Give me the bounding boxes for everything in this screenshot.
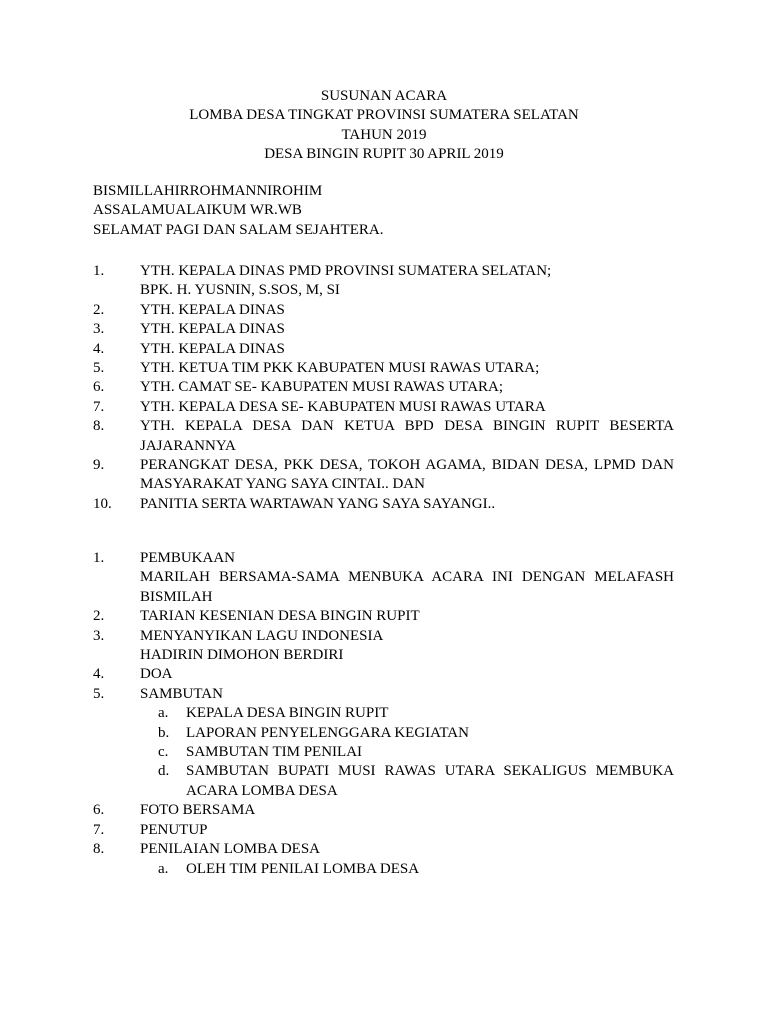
agenda-item — [0, 685, 768, 704]
list-item — [0, 378, 768, 397]
agenda-subitem-text: KEPALA DESA BINGIN RUPIT — [186, 705, 389, 722]
list-item — [0, 320, 768, 339]
agenda-item — [0, 821, 768, 840]
agenda-item-text: PENILAIAN LOMBA DESA — [140, 841, 320, 858]
agenda-subitem-text: OLEH TIM PENILAI LOMBA DESA — [186, 860, 420, 877]
list-item-text: YTH. KEPALA DINAS — [140, 340, 285, 357]
agenda-list — [0, 549, 768, 879]
agenda-subitem-letter: b. — [158, 724, 170, 741]
list-item-number: 8. — [93, 418, 105, 435]
list-item — [0, 417, 768, 456]
greeting-block — [93, 182, 383, 240]
list-item-text: YTH. KEPALA DINAS — [140, 301, 285, 318]
list-item-number: 10. — [93, 495, 112, 512]
agenda-item-text: PEMBUKAAN — [140, 550, 236, 566]
list-item-number: 6. — [93, 379, 105, 396]
greeting-line-3: SELAMAT PAGI DAN SALAM SEJAHTERA. — [93, 221, 384, 238]
list-item-text: YTH. KEPALA DINAS — [140, 321, 285, 338]
document-title-block — [0, 87, 768, 165]
agenda-item — [0, 665, 768, 684]
list-item — [0, 398, 768, 417]
agenda-item-continuation: MARILAH BERSAMA-SAMA MENBUKA ACARA INI DENGAN MELAFASH BISMILAH — [140, 569, 674, 605]
agenda-item-text: TARIAN KESENIAN DESA BINGIN RUPIT — [140, 608, 420, 625]
agenda-item-text: SAMBUTAN — [140, 685, 223, 702]
agenda-item — [0, 801, 768, 820]
salutation-list — [0, 262, 768, 514]
agenda-subitem-text: SAMBUTAN BUPATI MUSI RAWAS UTARA SEKALIGUS MEMBUKA ACARA LOMBA DESA — [186, 763, 674, 799]
list-item-number: 1. — [93, 263, 105, 279]
agenda-item-number: 3. — [93, 627, 105, 644]
title-line-2: LOMBA DESA TINGKAT PROVINSI SUMATERA SELATAN — [189, 107, 579, 124]
agenda-item-number: 8. — [93, 841, 105, 858]
agenda-item-text: DOA — [140, 666, 173, 683]
agenda-subitem — [0, 704, 768, 723]
list-item-number: 3. — [93, 321, 105, 338]
list-item-text: YTH. KEPALA DESA SE- KABUPATEN MUSI RAWAS UTARA — [140, 398, 546, 415]
agenda-subitem-text: LAPORAN PENYELENGGARA KEGIATAN — [186, 724, 469, 741]
list-item-number: 9. — [93, 457, 105, 474]
list-item-number: 2. — [93, 301, 105, 318]
title-line-1: SUSUNAN ACARA — [320, 88, 448, 104]
list-item-text: YTH. CAMAT SE- KABUPATEN MUSI RAWAS UTARA; — [140, 379, 504, 396]
list-item-number: 5. — [93, 360, 105, 377]
agenda-item — [0, 607, 768, 626]
agenda-subitem-letter: c. — [158, 744, 169, 761]
agenda-subitem-text: SAMBUTAN TIM PENILAI — [186, 744, 363, 761]
list-item — [0, 301, 768, 320]
list-item-number: 7. — [93, 398, 105, 415]
list-item-text: YTH. KEPALA DINAS PMD PROVINSI SUMATERA SELATAN; — [140, 263, 552, 279]
list-item-number: 4. — [93, 340, 105, 357]
title-line-4: DESA BINGIN RUPIT 30 APRIL 2019 — [264, 146, 504, 163]
agenda-item-number: 1. — [93, 550, 105, 566]
agenda-item-number: 7. — [93, 821, 105, 838]
list-item — [0, 340, 768, 359]
agenda-item-text: MENYANYIKAN LAGU INDONESIA — [140, 627, 384, 644]
agenda-subitem — [0, 860, 768, 879]
list-item — [0, 495, 768, 514]
agenda-subitem — [0, 762, 768, 801]
list-item — [0, 456, 768, 495]
title-line-3: TAHUN 2019 — [341, 126, 427, 143]
agenda-subitem-letter: a. — [158, 705, 169, 722]
greeting-line-2: ASSALAMUALAIKUM WR.WB — [93, 202, 302, 219]
agenda-subitem — [0, 724, 768, 743]
greeting-line-1: BISMILLAHIRROHMANNIROHIM — [93, 183, 323, 199]
agenda-item-text: FOTO BERSAMA — [140, 802, 256, 819]
list-item-continuation: BPK. H. YUSNIN, S.SOS, M, SI — [140, 282, 340, 299]
agenda-item-number: 2. — [93, 608, 105, 625]
agenda-subitem-letter: d. — [158, 763, 170, 780]
list-item-text: YTH. KETUA TIM PKK KABUPATEN MUSI RAWAS UTARA; — [140, 360, 540, 377]
agenda-subitem — [0, 743, 768, 762]
agenda-item — [0, 840, 768, 859]
agenda-item-number: 4. — [93, 666, 105, 683]
agenda-item-number: 5. — [93, 685, 105, 702]
list-item-text: YTH. KEPALA DESA DAN KETUA BPD DESA BINGIN RUPIT BESERTA JAJARANNYA — [140, 418, 674, 454]
agenda-item-text: PENUTUP — [140, 821, 208, 838]
agenda-item — [0, 627, 768, 666]
list-item-text: PANITIA SERTA WARTAWAN YANG SAYA SAYANGI.. — [140, 495, 496, 512]
agenda-item — [0, 549, 768, 607]
agenda-item-continuation: HADIRIN DIMOHON BERDIRI — [140, 647, 344, 664]
agenda-subitem-letter: a. — [158, 860, 169, 877]
list-item — [0, 359, 768, 378]
list-item-text: PERANGKAT DESA, PKK DESA, TOKOH AGAMA, BIDAN DESA, LPMD DAN MASYARAKAT YANG SAYA CINTAI.. DAN — [140, 457, 674, 493]
agenda-item-number: 6. — [93, 802, 105, 819]
list-item — [0, 262, 768, 301]
